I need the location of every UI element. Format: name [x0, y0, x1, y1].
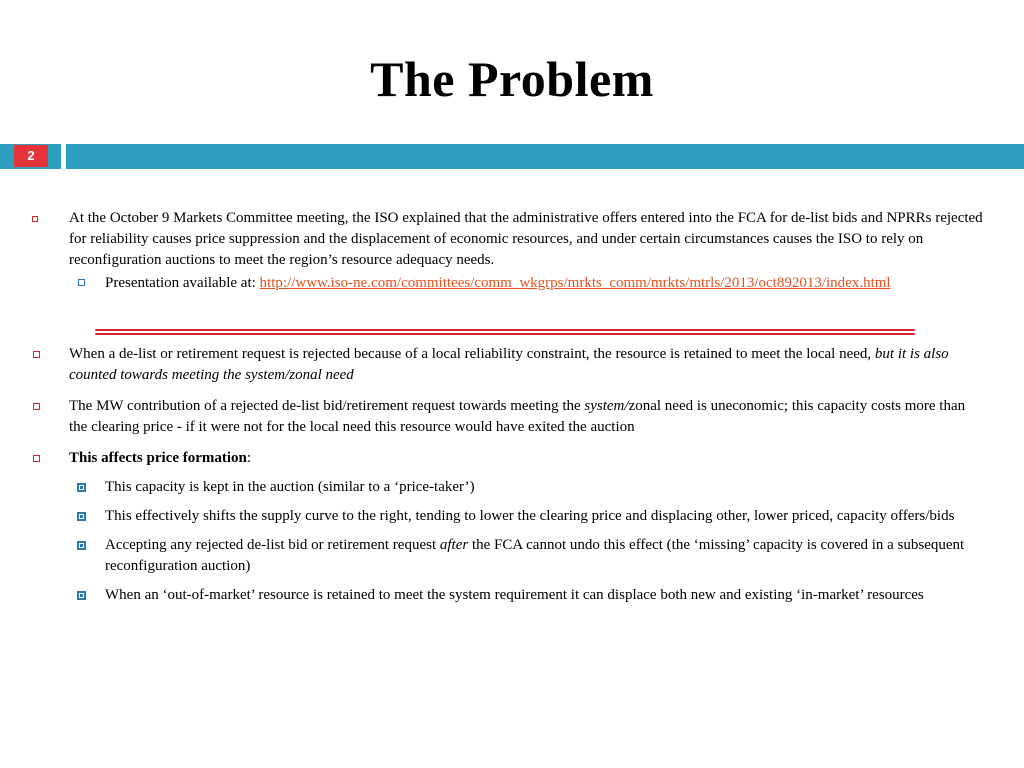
bullet-text: The MW contribution of a rejected de-list bid/retirement request towards meeting the — [69, 398, 585, 414]
bullet-text-italic: but it is also counted towards meeting the system/zonal need — [69, 346, 949, 383]
bullet-square-icon — [32, 216, 38, 222]
presentation-link[interactable]: http://www.iso-ne.com/committees/comm_wkgrps/mrkts_comm/mrkts/mtrls/2013/oct892013/index.html — [259, 275, 891, 291]
sub-bullet-square-icon — [78, 279, 85, 286]
bullet-item — [69, 344, 987, 386]
sub-bullet-text: This effectively shifts the supply curve to the right, tending to lower the clearing price and displacing other, lower priced, capacity offers/bids — [105, 508, 955, 524]
bullet-text: zonal need is uneconomic; this capacity costs more than the clearing price - if it were not for the local need this resource would have exited the auction — [69, 398, 966, 435]
sub-bullet-item — [105, 477, 985, 498]
sub-bullet-filled-square-icon — [77, 541, 86, 550]
bullet-square-icon — [33, 351, 40, 358]
page-number-badge: 2 — [14, 145, 48, 167]
bullet-text-bold: This affects price formation — [69, 450, 247, 466]
bullet-item — [69, 396, 987, 438]
sub-bullet-item — [105, 585, 985, 606]
sub-bullet-filled-square-icon — [77, 483, 86, 492]
bullet-item — [69, 448, 987, 469]
sub-bullet-text: When an ‘out-of-market’ resource is retained to meet the system requirement it can displace both new and existing ‘in-market’ resources — [105, 587, 924, 603]
sub-bullet-text: Accepting any rejected de-list bid or retirement request — [105, 537, 440, 553]
presentation-label: Presentation available at: — [105, 275, 260, 291]
bullet-text: When a de-list or retirement request is rejected because of a local reliability constraint, the resource is retained to meet the local need, — [69, 346, 875, 362]
separator-line — [95, 329, 915, 331]
sub-bullet-text-italic: after — [439, 537, 469, 553]
sub-bullet-filled-square-icon — [77, 512, 86, 521]
sub-bullet-item — [105, 273, 985, 294]
separator-line — [95, 333, 915, 335]
sub-bullet-text: the FCA cannot undo this effect (the ‘missing’ capacity is covered in a subsequent reconfiguration auction) — [105, 537, 965, 574]
sub-bullet-text: This capacity is kept in the auction (similar to a ‘price-taker’) — [105, 479, 475, 495]
slide-title: The Problem — [370, 51, 654, 107]
accent-bar-right — [66, 144, 1024, 169]
sub-bullet-filled-square-icon — [77, 591, 86, 600]
red-separator-lines — [95, 329, 915, 338]
bullet-square-icon — [33, 455, 40, 462]
sub-bullet-item — [105, 535, 985, 577]
bullet-text: : — [246, 450, 252, 466]
bullet-text: At the October 9 Markets Committee meeting, the ISO explained that the administrative offers entered into the FCA for de-list bids and NPRRs rejected for reliability causes price suppression and the displacement of economic resources, and under certain circumstances causes the ISO to rely on reconfiguration auctions to meet the region’s resource adequacy needs. — [69, 210, 983, 268]
bullet-text-italic: system/ — [584, 398, 629, 414]
slide-body — [0, 208, 1024, 606]
bullet-square-icon — [33, 403, 40, 410]
bullet-item — [69, 208, 987, 271]
sub-bullet-item — [105, 506, 985, 527]
